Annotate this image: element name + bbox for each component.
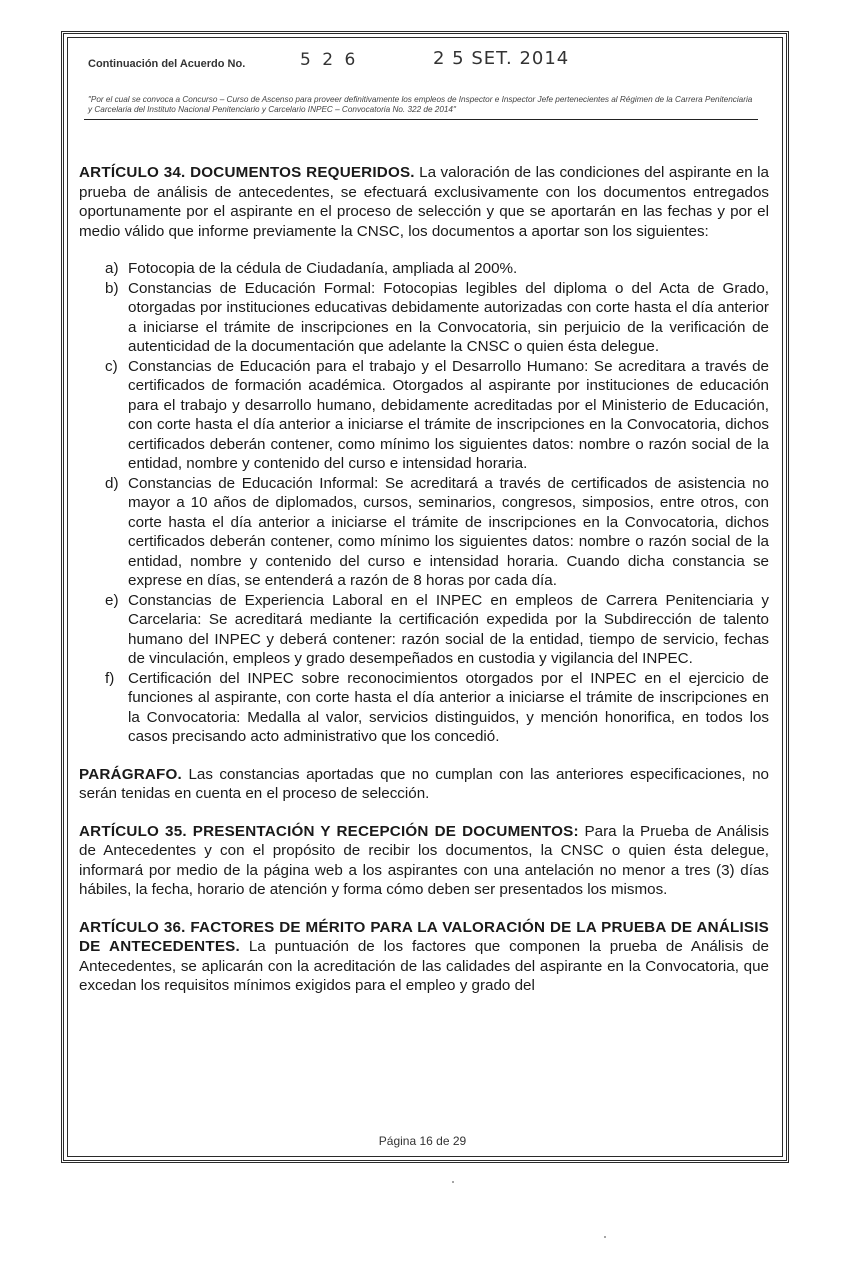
agreement-number: 5 2 6 <box>300 50 359 70</box>
list-item-text: Constancias de Educación Formal: Fotocopias legibles del diploma o del Acta de Grado, otorgadas por instituciones educativas debidamente autorizadas con corte hasta el día anterior a iniciarse el trámite de inscripciones en la Convocatoria, sin perjuicio de la verificación de autenticidad de la documentación que adelante la CNSC o quien ésta delegue. <box>128 279 769 355</box>
continuation-label: Continuación del Acuerdo No. <box>88 58 246 70</box>
list-item-text: Fotocopia de la cédula de Ciudadanía, ampliada al 200%. <box>128 260 518 277</box>
paragrafo <box>79 765 769 804</box>
agreement-date: 2 5 SET. 2014 <box>433 48 570 69</box>
header-divider <box>84 119 758 120</box>
list-item <box>79 591 769 669</box>
list-marker: f) <box>105 669 115 687</box>
scan-speck <box>452 1181 454 1183</box>
list-item <box>79 279 769 357</box>
list-item <box>79 357 769 474</box>
list-item-text: Certificación del INPEC sobre reconocimientos otorgados por el INPEC en el ejercicio de funciones al aspirante, con corte hasta el día anterior a iniciarse el trámite de inscripciones en la Convocatoria: Medalla al valor, servicios distinguidos, y mención honorifica, en todos los casos precisando acto administrativo que los concedió. <box>128 669 769 745</box>
paragrafo-title: PARÁGRAFO. <box>79 765 182 783</box>
required-documents-list <box>79 259 769 747</box>
article-34 <box>79 163 769 241</box>
document-body <box>79 163 769 1014</box>
article-35-title: ARTÍCULO 35. PRESENTACIÓN Y RECEPCIÓN DE DOCUMENTOS: <box>79 822 579 840</box>
list-marker: e) <box>105 591 119 609</box>
list-item <box>79 259 769 279</box>
article-34-intro: La valoración de las condiciones del aspirante en la prueba de análisis de antecedentes, se efectuará exclusivamente con los documentos entregados oportunamente por el aspirante en el proceso de selección y que se aportarán en las fechas y por el medio válido que informe previamente la CNSC, los documentos a aportar son los siguientes: <box>79 164 769 240</box>
list-marker: c) <box>105 357 118 375</box>
article-36-text: La puntuación de los factores que componen la prueba de Análisis de Antecedentes, se aplicarán con la acreditación de las calidades del aspirante en la Convocatoria, que excedan los requisitos mínimos exigidos para el empleo y grado del <box>79 938 769 994</box>
article-34-title: ARTÍCULO 34. DOCUMENTOS REQUERIDOS. <box>79 164 415 181</box>
scan-speck <box>604 1236 606 1238</box>
list-item-text: Constancias de Educación para el trabajo y el Desarrollo Humano: Se acreditara a través de certificados de formación académica. Otorgados al aspirante por instituciones de educación para el trabajo y desarrollo humano, debidamente acreditadas por el Ministerio de Educación, con corte hasta el día anterior a iniciarse el trámite de inscripciones en la Convocatoria, dichos certificados deberán contener, como mínimo los siguientes datos: nombre o razón social de la entidad, nombre y contenido del curso e intensidad horaria. <box>128 357 769 472</box>
header-subject: "Por el cual se convoca a Concurso – Curso de Ascenso para proveer definitivamente los empleos de Inspector e Inspector Jefe pertenecientes al Régimen de la Carrera Penitenciaria y Carcelaria del Instituto Nacional Penitenciario y Carcelario INPEC – Convocatoria No. 322 de 2014" <box>88 95 753 114</box>
page-number: Página 16 de 29 <box>378 1134 467 1148</box>
article-35-text: Para la Prueba de Análisis de Antecedentes y con el propósito de recibir los documentos, la CNSC o quien ésta delegue, informará por medio de la página web a los aspirantes con una antelación no menor a tres (3) días hábiles, la fecha, horario de atención y forma cómo deben ser presentados los mismos. <box>79 822 769 898</box>
article-35 <box>79 822 769 900</box>
paragrafo-text: Las constancias aportadas que no cumplan con las anteriores especificaciones, no serán tenidas en cuenta en el proceso de selección. <box>79 765 769 802</box>
article-36-title: ARTÍCULO 36. FACTORES DE MÉRITO PARA LA VALORACIÓN DE LA PRUEBA DE ANÁLISIS DE ANTECEDENTES. <box>79 918 769 955</box>
article-36 <box>79 918 769 996</box>
list-item <box>79 474 769 591</box>
list-marker: a) <box>105 260 119 277</box>
list-item <box>79 669 769 747</box>
list-marker: b) <box>105 279 119 297</box>
list-item-text: Constancias de Experiencia Laboral en el INPEC en empleos de Carrera Penitenciaria y Carcelaria: Se acreditará mediante la certificación expedida por la Subdirección de talento humano del INPEC y deberá contener: razón social de la entidad, tiempo de servicio, fechas de vinculación, empleos y grado desempeñados en custodia y vigilancia del INPEC. <box>128 591 769 667</box>
list-marker: d) <box>105 474 119 492</box>
list-item-text: Constancias de Educación Informal: Se acreditará a través de certificados de asistencia no mayor a 10 años de diplomados, cursos, seminarios, congresos, simposios, entre otros, con corte hasta el día anterior a iniciarse el trámite de inscripciones en la Convocatoria, dichos certificados deberán contener, como mínimo los siguientes datos: nombre o razón social de la entidad, nombre y contenido del curso e intensidad horaria. Cuando dicha constancia se exprese en días, se entenderá a razón de 8 horas por cada día. <box>128 474 769 589</box>
